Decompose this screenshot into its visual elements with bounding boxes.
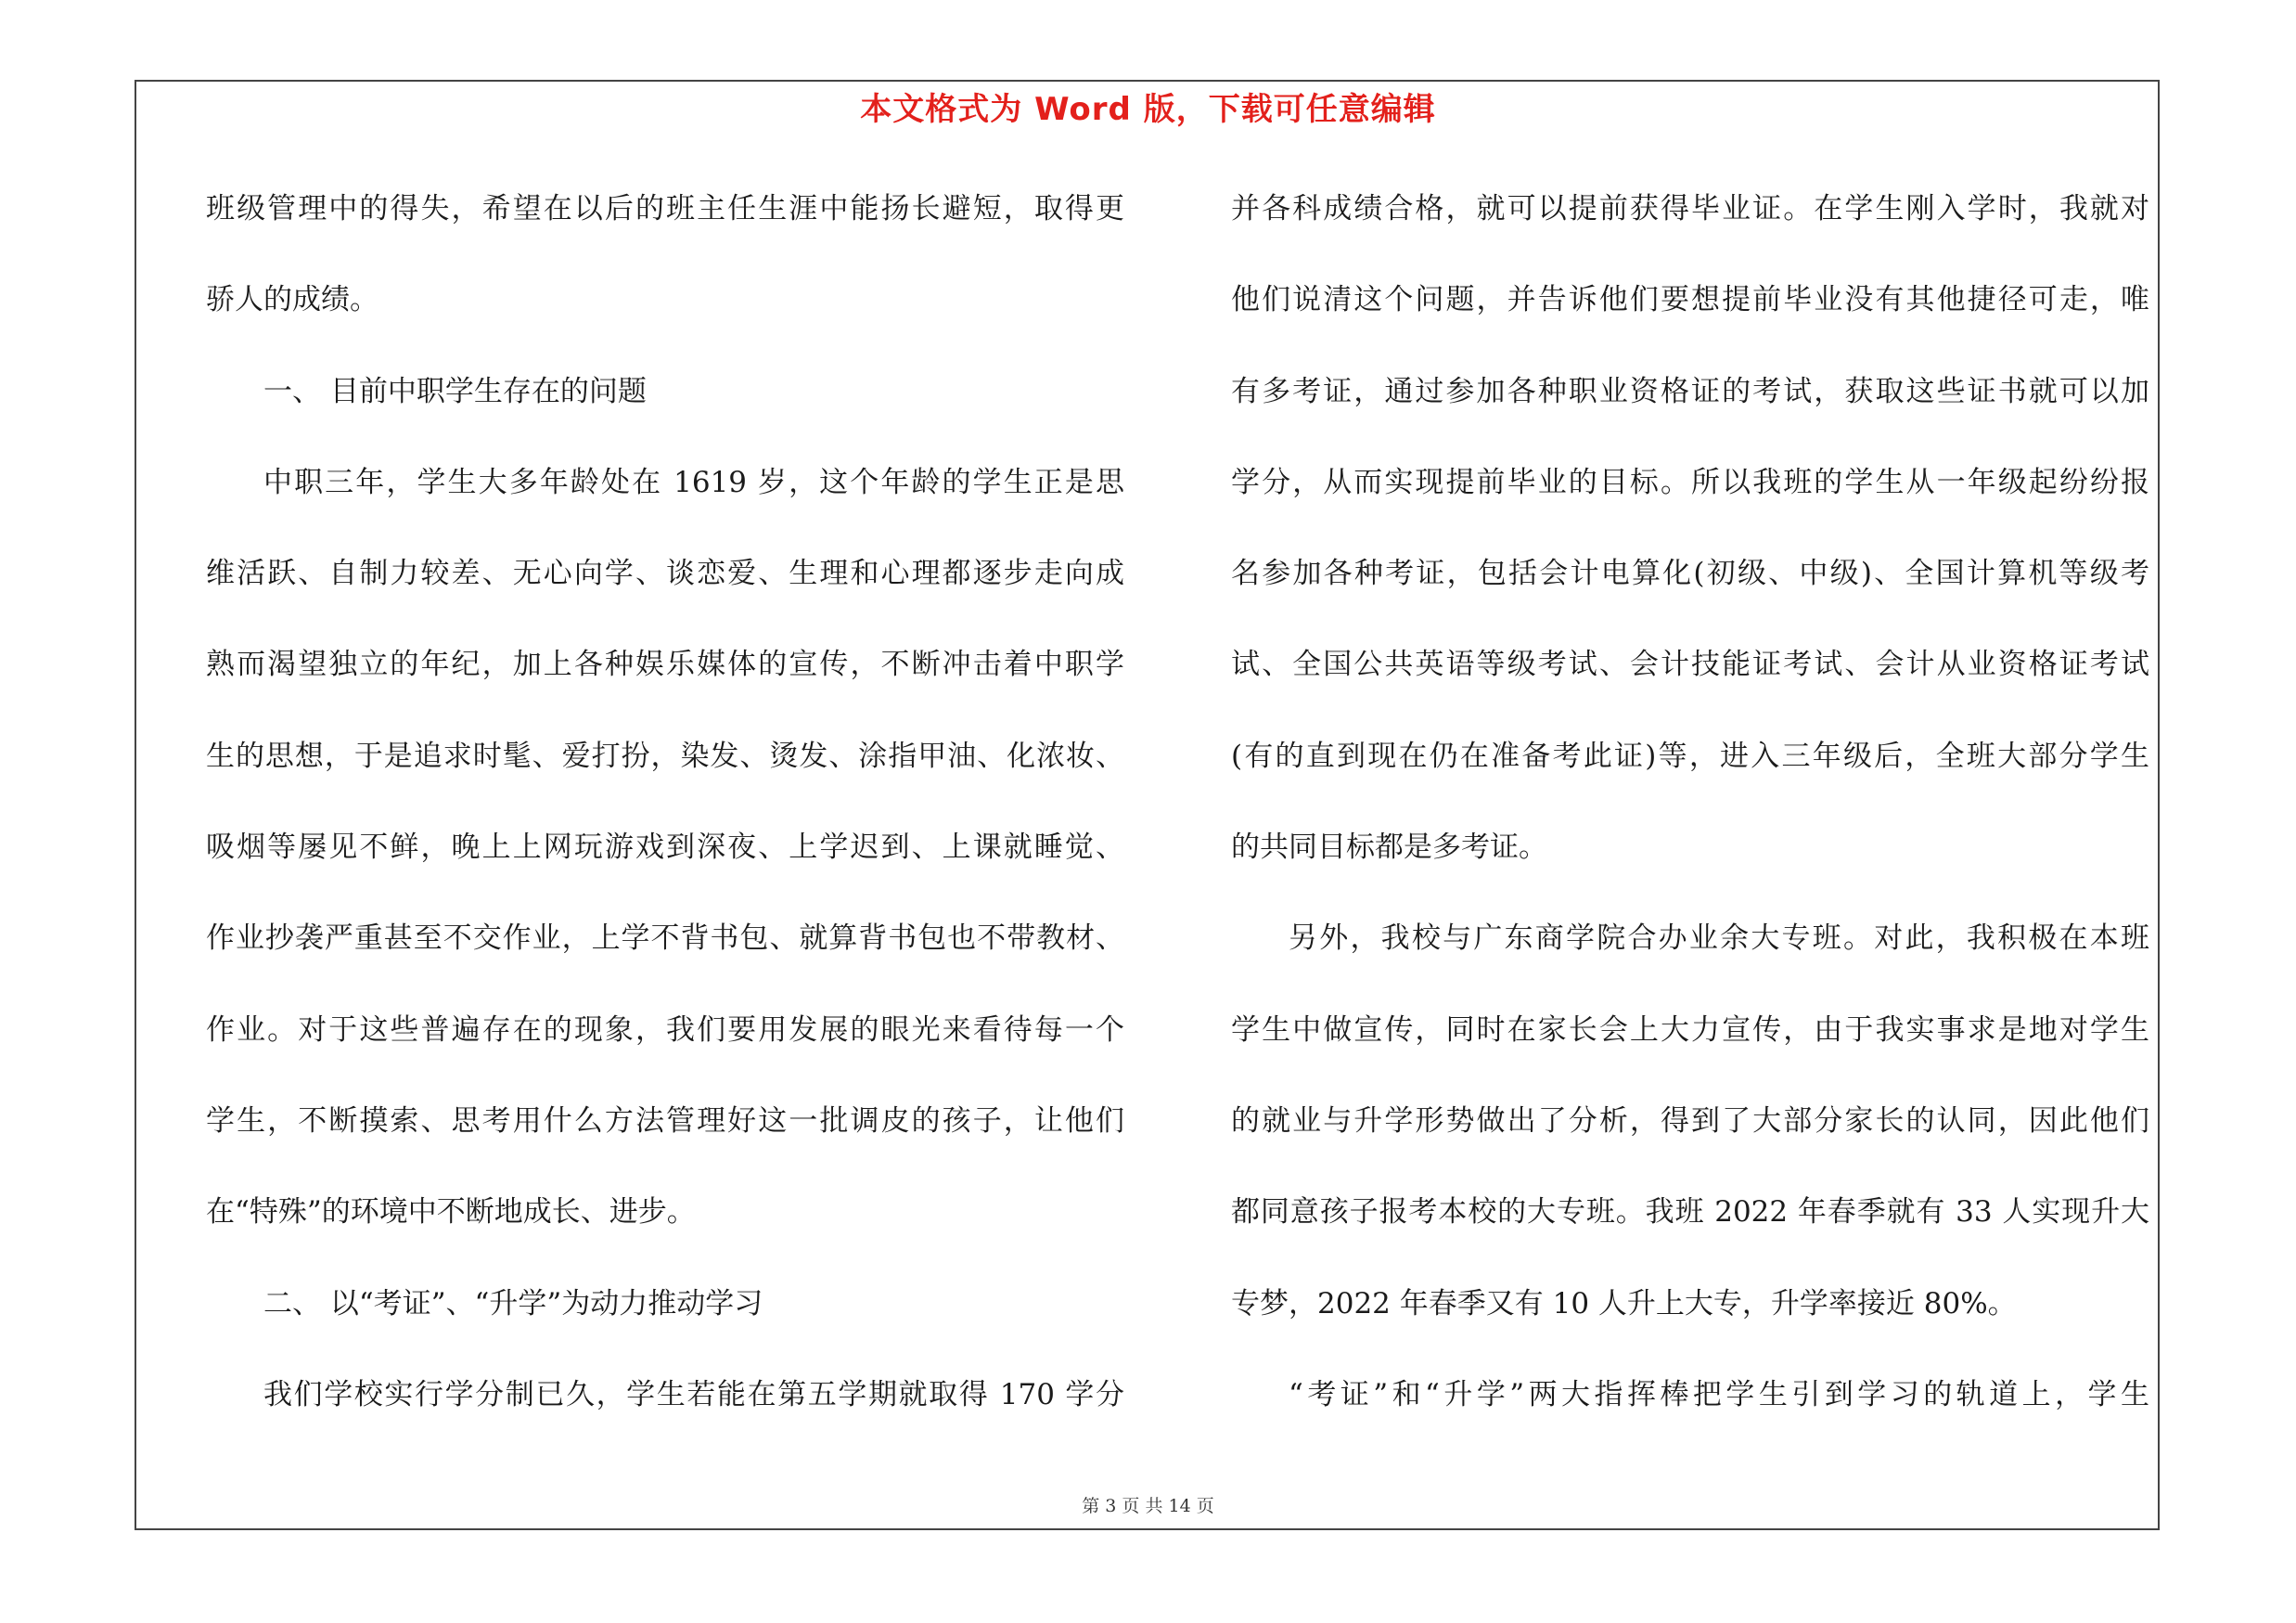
text-line: 生的思想，于是追求时髦、爱打扮，染发、烫发、涂指甲油、化浓妆、 (206, 739, 1124, 773)
text-line: 他们说清这个问题，并告诉他们要想提前毕业没有其他捷径可走，唯 (1231, 283, 2149, 317)
text-line: 作业。对于这些普遍存在的现象，我们要用发展的眼光来看待每一个 (206, 1012, 1124, 1047)
text-line: 班级管理中的得失，希望在以后的班主任生涯中能扬长避短，取得更 (206, 192, 1124, 225)
left-column (206, 186, 1124, 1462)
text-line: 吸烟等屡见不鲜，晚上上网玩游戏到深夜、上学迟到、上课就睡觉、 (206, 831, 1124, 865)
text-line: 专梦，2022 年春季又有 10 人升上大专，升学率接近 80%。 (1231, 1286, 2017, 1320)
text-line: 作业抄袭严重甚至不交作业，上学不背书包、就算背书包也不带教材、 (206, 921, 1124, 956)
text-line: 骄人的成绩。 (206, 283, 378, 317)
text-line: 我们学校实行学分制已久，学生若能在第五学期就取得 170 学分 (263, 1377, 1124, 1411)
page-number: 第 3 页 共 14 页 (1082, 1496, 1214, 1516)
text-line: 并各科成绩合格，就可以提前获得毕业证。在学生刚入学时，我就对 (1231, 192, 2149, 225)
text-line: 的就业与升学形势做出了分析，得到了大部分家长的认同，因此他们 (1231, 1103, 2149, 1138)
text-line: 试、全国公共英语等级考试、会计技能证考试、会计从业资格证考试 (1231, 648, 2149, 682)
section-heading: 二、 以“考证”、“升学”为动力推动学习 (263, 1286, 763, 1320)
right-column (1231, 186, 2149, 1462)
text-line: 维活跃、自制力较差、无心向学、谈恋爱、生理和心理都逐步走向成 (206, 557, 1124, 591)
text-line: 名参加各种考证，包括会计电算化(初级、中级)、全国计算机等级考 (1231, 557, 2149, 591)
text-line: 有多考证，通过参加各种职业资格证的考试，获取这些证书就可以加 (1231, 374, 2149, 408)
text-line: 学生中做宣传，同时在家长会上大力宣传，由于我实事求是地对学生 (1231, 1012, 2149, 1047)
text-line: 都同意孩子报考本校的大专班。我班 2022 年春季就有 33 人实现升大 (1231, 1195, 2149, 1230)
text-line: (有的直到现在仍在准备考此证)等，进入三年级后，全班大部分学生 (1231, 739, 2149, 773)
text-line: 熟而渴望独立的年纪，加上各种娱乐媒体的宣传，不断冲击着中职学 (206, 648, 1124, 682)
text-line: 的共同目标都是多考证。 (1231, 831, 1547, 865)
text-line: 在“特殊”的环境中不断地成长、进步。 (206, 1195, 696, 1230)
text-line: 学分，从而实现提前毕业的目标。所以我班的学生从一年级起纷纷报 (1231, 465, 2149, 499)
text-line: 学生，不断摸索、思考用什么方法管理好这一批调皮的孩子，让他们 (206, 1103, 1124, 1138)
text-line: 另外，我校与广东商学院合办业余大专班。对此，我积极在本班 (1289, 921, 2149, 956)
text-line: “考证”和“升学”两大指挥棒把学生引到学习的轨道上，学生 (1289, 1377, 2149, 1411)
section-heading: 一、 目前中职学生存在的问题 (263, 374, 647, 408)
format-banner: 本文格式为 Word 版，下载可任意编辑 (860, 91, 1436, 128)
text-line: 中职三年，学生大多年龄处在 1619 岁，这个年龄的学生正是思 (263, 465, 1124, 499)
